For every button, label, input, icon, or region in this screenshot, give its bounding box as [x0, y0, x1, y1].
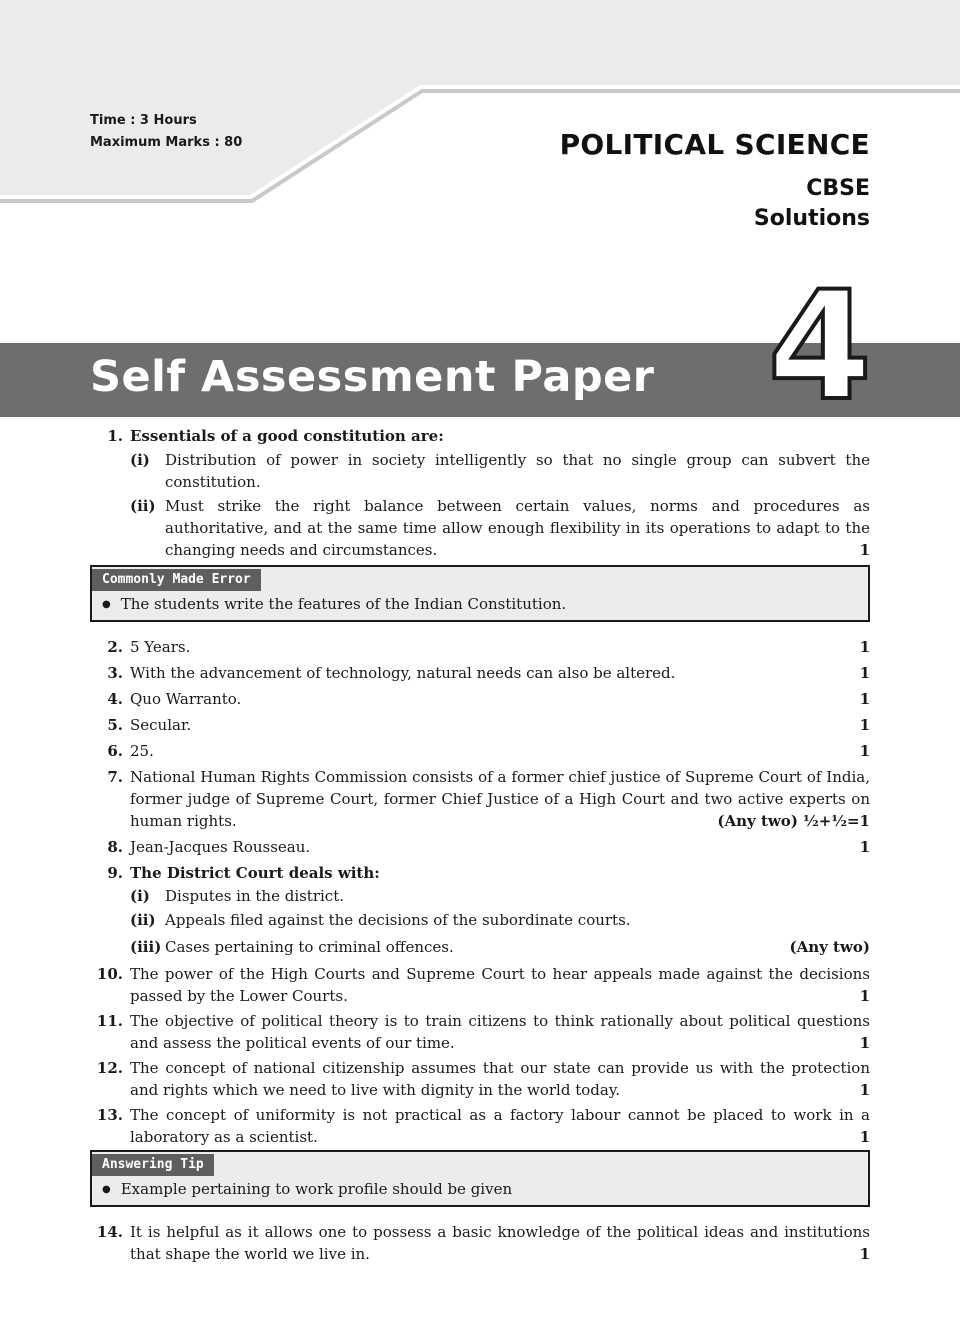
box-label: Commonly Made Error — [92, 569, 261, 591]
subject-title: POLITICAL SCIENCE — [559, 128, 870, 161]
point-text: Disputes in the district. — [165, 887, 345, 905]
question-number: 8. — [107, 838, 123, 856]
exam-max-marks: Maximum Marks : 80 — [90, 135, 243, 150]
answer-8 — [90, 836, 870, 858]
answer-6 — [90, 740, 870, 762]
answer-text: With the advancement of technology, natural needs can also be altered. — [130, 664, 676, 682]
marks: (Any two) ½+½=1 — [717, 812, 870, 830]
point-text: Distribution of power in society intelligently so that no single group can subvert the constitution. — [165, 451, 870, 491]
question-number: 7. — [107, 768, 123, 786]
box-label: Answering Tip — [92, 1154, 214, 1176]
marks: 1 — [859, 541, 870, 559]
box-text: The students write the features of the Indian Constitution. — [120, 595, 567, 613]
answer-heading: Essentials of a good constitution are: — [130, 427, 444, 445]
marks: 1 — [859, 690, 870, 708]
answer-1 — [90, 425, 870, 447]
marks: 1 — [859, 1128, 870, 1146]
point-text: Must strike the right balance between certain values, norms and procedures as authoritative, and at the same time allow enough flexibility in its operations to adapt to the changing needs and circumstances. — [165, 497, 870, 559]
answer-text: Jean-Jacques Rousseau. — [130, 838, 311, 856]
answer-2 — [90, 636, 870, 658]
answer-14 — [90, 1221, 870, 1265]
question-number: 6. — [107, 742, 123, 760]
marks: 1 — [859, 638, 870, 656]
answer-text: The concept of national citizenship assumes that our state can provide us with the protection and rights which we need to live with dignity in the world today. — [130, 1059, 870, 1099]
bullet-icon: ● — [102, 1184, 111, 1195]
exam-meta — [90, 110, 242, 154]
question-number: 2. — [107, 638, 123, 656]
point-number: (ii) — [130, 497, 156, 515]
answer-text: Secular. — [130, 716, 192, 734]
bullet-icon: ● — [102, 599, 111, 610]
marks: 1 — [859, 838, 870, 856]
answering-tip-box — [90, 1150, 870, 1207]
answer-9-point-3 — [90, 936, 870, 958]
question-number: 11. — [96, 1012, 123, 1030]
answer-text: The objective of political theory is to train citizens to think rationally about political questions and assess the political events of our time. — [130, 1012, 870, 1052]
marks: 1 — [859, 742, 870, 760]
point-number: (iii) — [130, 938, 162, 956]
marks: 1 — [859, 1034, 870, 1052]
point-text: Cases pertaining to criminal offences. — [165, 938, 454, 956]
marks: 1 — [859, 716, 870, 734]
answer-11 — [90, 1010, 870, 1054]
question-number: 4. — [107, 690, 123, 708]
answer-13 — [90, 1104, 870, 1148]
answer-1-point-2 — [90, 495, 870, 561]
question-number: 10. — [96, 965, 123, 983]
point-number: (ii) — [130, 911, 156, 929]
question-number: 5. — [107, 716, 123, 734]
point-number: (i) — [130, 451, 150, 469]
paper-title: Self Assessment Paper — [90, 352, 655, 402]
question-number: 1. — [107, 427, 123, 445]
answer-3 — [90, 662, 870, 684]
answer-text: 5 Years. — [130, 638, 191, 656]
board-name: CBSE — [806, 176, 870, 201]
answer-12 — [90, 1057, 870, 1101]
header-grey-shape — [0, 0, 960, 195]
answer-text: Quo Warranto. — [130, 690, 242, 708]
point-number: (i) — [130, 887, 150, 905]
answers-content — [90, 425, 870, 1265]
answer-5 — [90, 714, 870, 736]
paper-number: 4 — [767, 260, 872, 434]
marks: 1 — [859, 987, 870, 1005]
answer-1-point-1 — [90, 449, 870, 493]
solutions-label: Solutions — [753, 206, 870, 231]
point-text: Appeals filed against the decisions of the subordinate courts. — [165, 911, 631, 929]
marks: 1 — [859, 1245, 870, 1263]
answer-text: The power of the High Courts and Supreme Court to hear appeals made against the decisions passed by the Lower Courts. — [130, 965, 870, 1005]
answer-7 — [90, 766, 870, 832]
exam-time: Time : 3 Hours — [90, 113, 197, 128]
commonly-made-error-box — [90, 565, 870, 622]
answer-text: 25. — [130, 742, 154, 760]
answer-text: National Human Rights Commission consists of a former chief justice of Supreme Court of India, former judge of Supreme Court, former Chief Justice of a High Court and two active experts on human rights. — [130, 768, 870, 830]
question-number: 9. — [107, 864, 123, 882]
answer-4 — [90, 688, 870, 710]
marks: 1 — [859, 664, 870, 682]
question-number: 12. — [96, 1059, 123, 1077]
question-number: 14. — [96, 1223, 123, 1241]
answer-9 — [90, 862, 870, 884]
answer-9-point-1 — [90, 885, 870, 907]
answer-10 — [90, 963, 870, 1007]
question-number: 3. — [107, 664, 123, 682]
answer-9-point-2 — [90, 909, 870, 931]
answer-heading: The District Court deals with: — [130, 864, 380, 882]
question-number: 13. — [96, 1106, 123, 1124]
marks: 1 — [859, 1081, 870, 1099]
answer-text: It is helpful as it allows one to possess a basic knowledge of the political ideas and institutions that shape the world we live in. — [130, 1223, 870, 1263]
answer-text: The concept of uniformity is not practical as a factory labour cannot be placed to work in a laboratory as a scientist. — [130, 1106, 870, 1146]
box-body — [92, 591, 868, 620]
box-body — [92, 1176, 868, 1205]
marks: (Any two) — [789, 938, 870, 956]
board-block — [754, 174, 870, 234]
box-text: Example pertaining to work profile should be given — [120, 1180, 513, 1198]
